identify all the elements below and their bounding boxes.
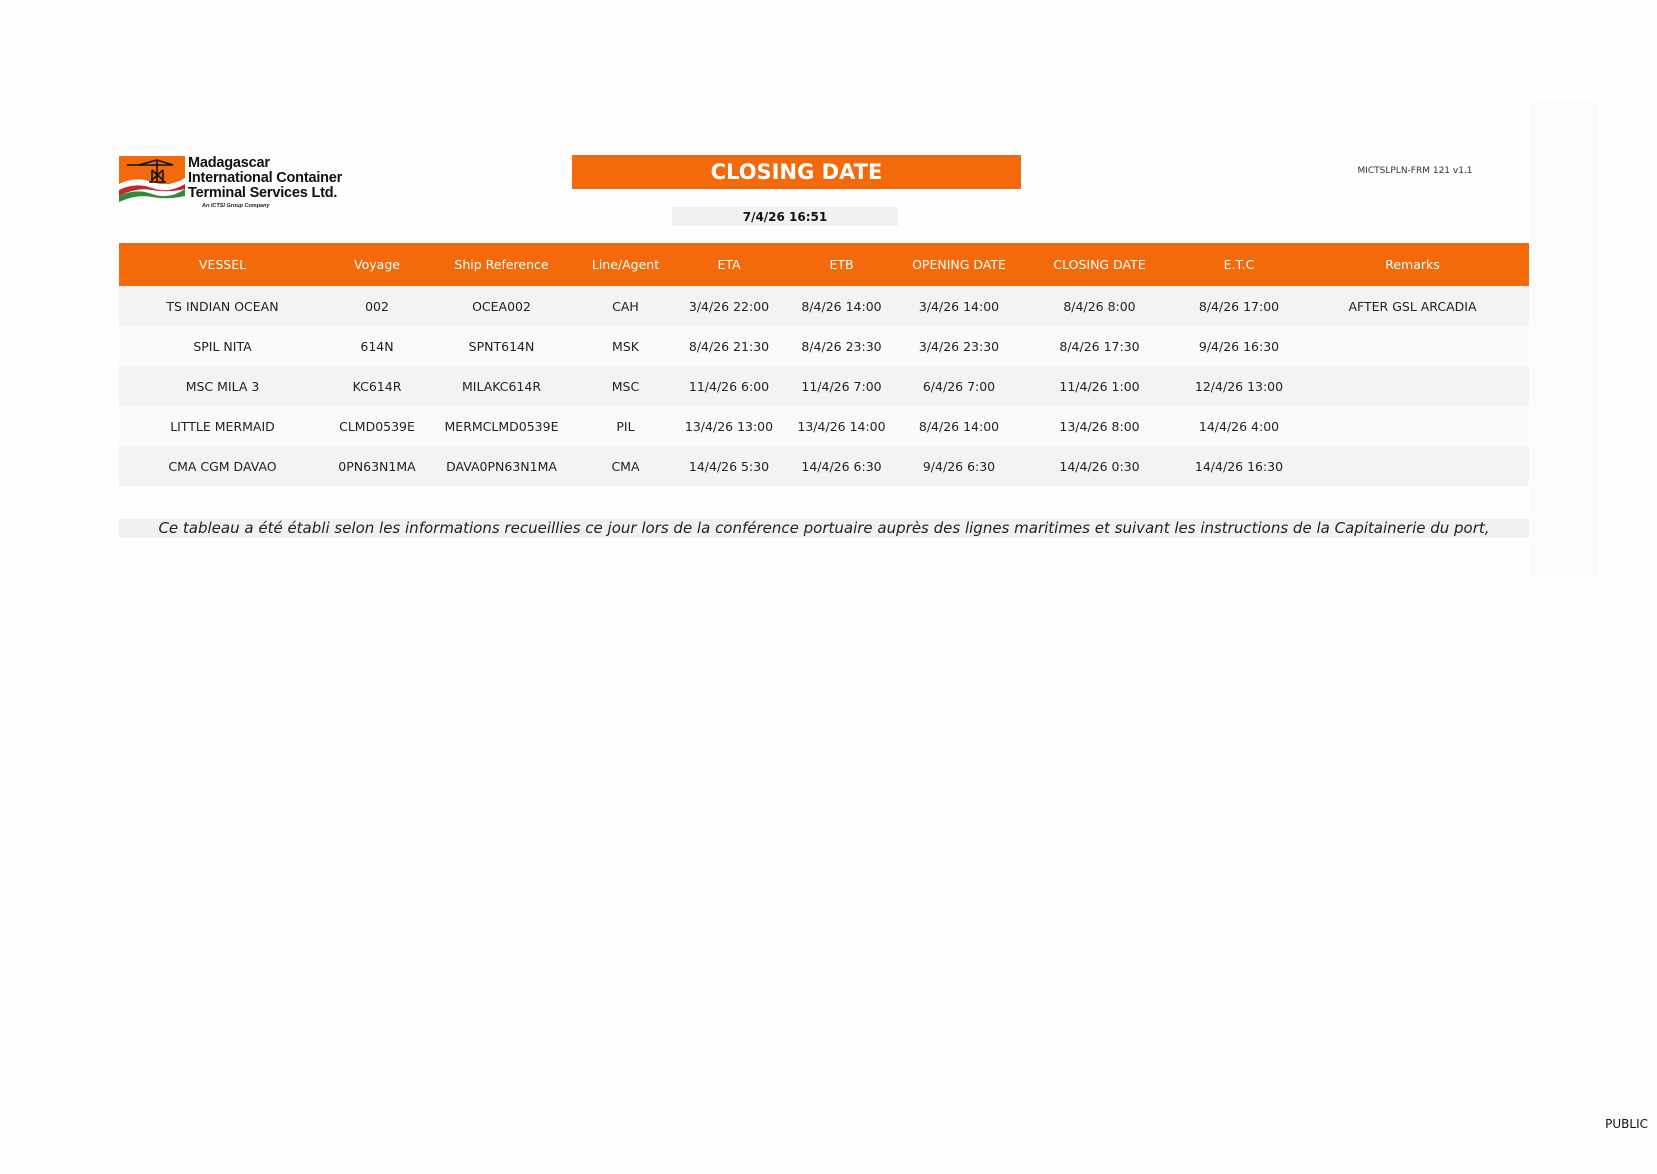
table-cell: 14/4/26 6:30 bbox=[801, 458, 882, 474]
classification-label: PUBLIC bbox=[1605, 1117, 1648, 1131]
table-cell: SPNT614N bbox=[468, 338, 535, 354]
table-cell: 11/4/26 1:00 bbox=[1059, 378, 1140, 394]
column-header: Ship Reference bbox=[454, 257, 549, 272]
column-header: Remarks bbox=[1385, 257, 1440, 272]
logo-line-3: Terminal Services Ltd. bbox=[188, 185, 338, 201]
table-cell: 13/4/26 13:00 bbox=[684, 418, 774, 434]
table-row bbox=[119, 446, 1529, 486]
column-header: VESSEL bbox=[198, 257, 247, 272]
table-row bbox=[119, 326, 1529, 366]
table-cell: 9/4/26 16:30 bbox=[1198, 338, 1280, 354]
column-header: ETB bbox=[829, 257, 854, 272]
table-cell: 8/4/26 17:30 bbox=[1059, 338, 1140, 354]
table-cell: 13/4/26 14:00 bbox=[797, 418, 886, 434]
logo-tagline: An ICTSI Group Company bbox=[202, 203, 270, 209]
form-code: MICTSLPLN-FRM 121 v1.1 bbox=[1357, 166, 1473, 176]
table-cell: MSK bbox=[612, 338, 639, 354]
table-cell: 6/4/26 7:00 bbox=[922, 378, 996, 394]
table-cell: MSC bbox=[611, 378, 640, 394]
table-cell: MILAKC614R bbox=[461, 378, 542, 394]
table-cell: 0PN63N1MA bbox=[338, 458, 416, 474]
table-cell: 3/4/26 14:00 bbox=[918, 298, 1000, 314]
logo-line-2: International Container bbox=[188, 170, 343, 186]
table-row bbox=[119, 286, 1529, 326]
table-cell: 8/4/26 8:00 bbox=[1063, 298, 1136, 314]
table-cell: 11/4/26 7:00 bbox=[801, 378, 882, 394]
column-header: CLOSING DATE bbox=[1053, 257, 1146, 272]
table-cell: 14/4/26 16:30 bbox=[1194, 458, 1284, 474]
table-cell: 11/4/26 6:00 bbox=[688, 378, 770, 394]
table-row bbox=[119, 406, 1529, 446]
table-cell: MSC MILA 3 bbox=[185, 378, 260, 394]
table-cell: 8/4/26 14:00 bbox=[801, 298, 882, 314]
table-cell: 8/4/26 14:00 bbox=[918, 418, 1000, 434]
table-cell: OCEA002 bbox=[472, 298, 531, 314]
table-cell: PIL bbox=[616, 418, 635, 434]
table-cell: 13/4/26 8:00 bbox=[1059, 418, 1140, 434]
column-header: Line/Agent bbox=[591, 257, 660, 272]
report-datetime: 7/4/26 16:51 bbox=[672, 207, 898, 226]
footnote-text: Ce tableau a été établi selon les informations recueillies ce jour lors de la conférence portuaire auprès des lignes maritimes et suivant les instructions de la Capitainerie du port, bbox=[119, 519, 1529, 538]
table-cell: 12/4/26 13:00 bbox=[1194, 378, 1284, 394]
table-cell: 8/4/26 17:00 bbox=[1198, 298, 1280, 314]
page-title: CLOSING DATE bbox=[572, 155, 1021, 189]
table-cell: 614N bbox=[360, 338, 394, 354]
table-cell: CAH bbox=[612, 298, 639, 314]
table-cell: 14/4/26 5:30 bbox=[688, 458, 770, 474]
column-header: E.T.C bbox=[1223, 257, 1255, 272]
logo-company-name bbox=[188, 156, 342, 201]
table-cell: 3/4/26 23:30 bbox=[918, 338, 1000, 354]
crane-logo-icon bbox=[119, 156, 185, 202]
table-cell: 3/4/26 22:00 bbox=[688, 298, 770, 314]
closing-date-table bbox=[119, 243, 1529, 486]
column-header: ETA bbox=[717, 257, 741, 272]
table-cell: 002 bbox=[365, 298, 389, 314]
table-cell: 14/4/26 4:00 bbox=[1198, 418, 1280, 434]
table-cell: 9/4/26 6:30 bbox=[922, 458, 996, 474]
table-cell: CMA bbox=[611, 458, 640, 474]
table-cell: CLMD0539E bbox=[339, 418, 415, 434]
table-cell: 8/4/26 21:30 bbox=[688, 338, 770, 354]
table-cell: DAVA0PN63N1MA bbox=[446, 458, 557, 474]
table-cell: LITTLE MERMAID bbox=[170, 418, 275, 434]
table-cell: AFTER GSL ARCADIA bbox=[1348, 298, 1477, 314]
logo-line-1: Madagascar bbox=[188, 155, 270, 171]
table-cell: 8/4/26 23:30 bbox=[801, 338, 882, 354]
table-row bbox=[119, 366, 1529, 406]
table-header-row bbox=[119, 243, 1529, 286]
table-cell: SPIL NITA bbox=[193, 338, 252, 354]
sheet-background bbox=[1530, 102, 1598, 576]
table-cell: CMA CGM DAVAO bbox=[168, 458, 277, 474]
column-header: Voyage bbox=[354, 257, 400, 272]
table-cell: 14/4/26 0:30 bbox=[1059, 458, 1140, 474]
table-cell: KC614R bbox=[352, 378, 402, 394]
table-cell: TS INDIAN OCEAN bbox=[166, 298, 279, 314]
company-logo bbox=[119, 154, 359, 214]
column-header: OPENING DATE bbox=[912, 257, 1006, 272]
table-cell: MERMCLMD0539E bbox=[444, 418, 559, 434]
